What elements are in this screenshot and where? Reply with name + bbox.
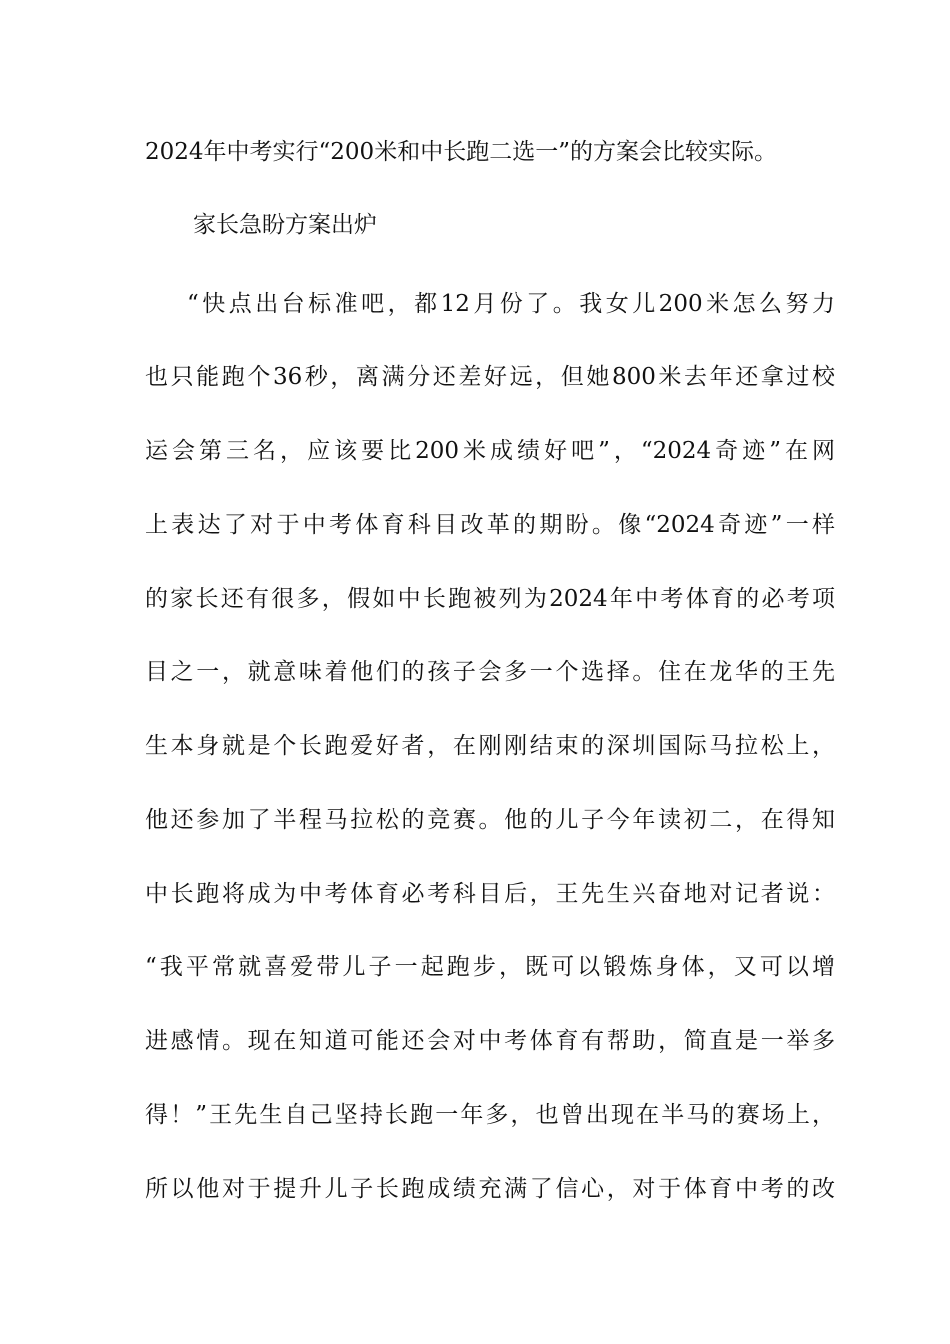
text-line-8: 目之一，就意味着他们的孩子会多一个选择。住在龙华的王先 bbox=[145, 659, 835, 685]
text-line-12: “我平常就喜爱带儿子一起跑步，既可以锻炼身体，又可以增 bbox=[145, 954, 835, 980]
text-line-9: 生本身就是个长跑爱好者，在刚刚结束的深圳国际马拉松上， bbox=[145, 733, 835, 759]
text-line-6: 上表达了对于中考体育科目改革的期盼。像“2024奇迹”一样 bbox=[145, 512, 835, 538]
text-line-11: 中长跑将成为中考体育必考科目后，王先生兴奋地对记者说： bbox=[145, 881, 835, 907]
text-line-1: 2024年中考实行“200米和中长跑二选一”的方案会比较实际。 bbox=[145, 139, 777, 165]
text-line-4: 也只能跑个36秒，离满分还差好远，但她800米去年还拿过校 bbox=[145, 364, 835, 390]
text-line-10: 他还参加了半程马拉松的竞赛。他的儿子今年读初二，在得知 bbox=[145, 807, 835, 833]
text-line-7: 的家长还有很多，假如中长跑被列为2024年中考体育的必考项 bbox=[145, 586, 835, 612]
text-line-5: 运会第三名，应该要比200米成绩好吧”，“2024奇迹”在网 bbox=[145, 438, 835, 464]
text-line-13: 进感情。现在知道可能还会对中考体育有帮助，简直是一举多 bbox=[145, 1028, 835, 1054]
text-line-15: 所以他对于提升儿子长跑成绩充满了信心，对于体育中考的改 bbox=[145, 1176, 835, 1202]
text-line-14: 得！”王先生自己坚持长跑一年多，也曾出现在半马的赛场上， bbox=[145, 1102, 835, 1128]
text-line-3: “快点出台标准吧，都12月份了。我女儿200米怎么努力 bbox=[187, 291, 835, 317]
section-heading: 家长急盼方案出炉 bbox=[193, 212, 377, 238]
